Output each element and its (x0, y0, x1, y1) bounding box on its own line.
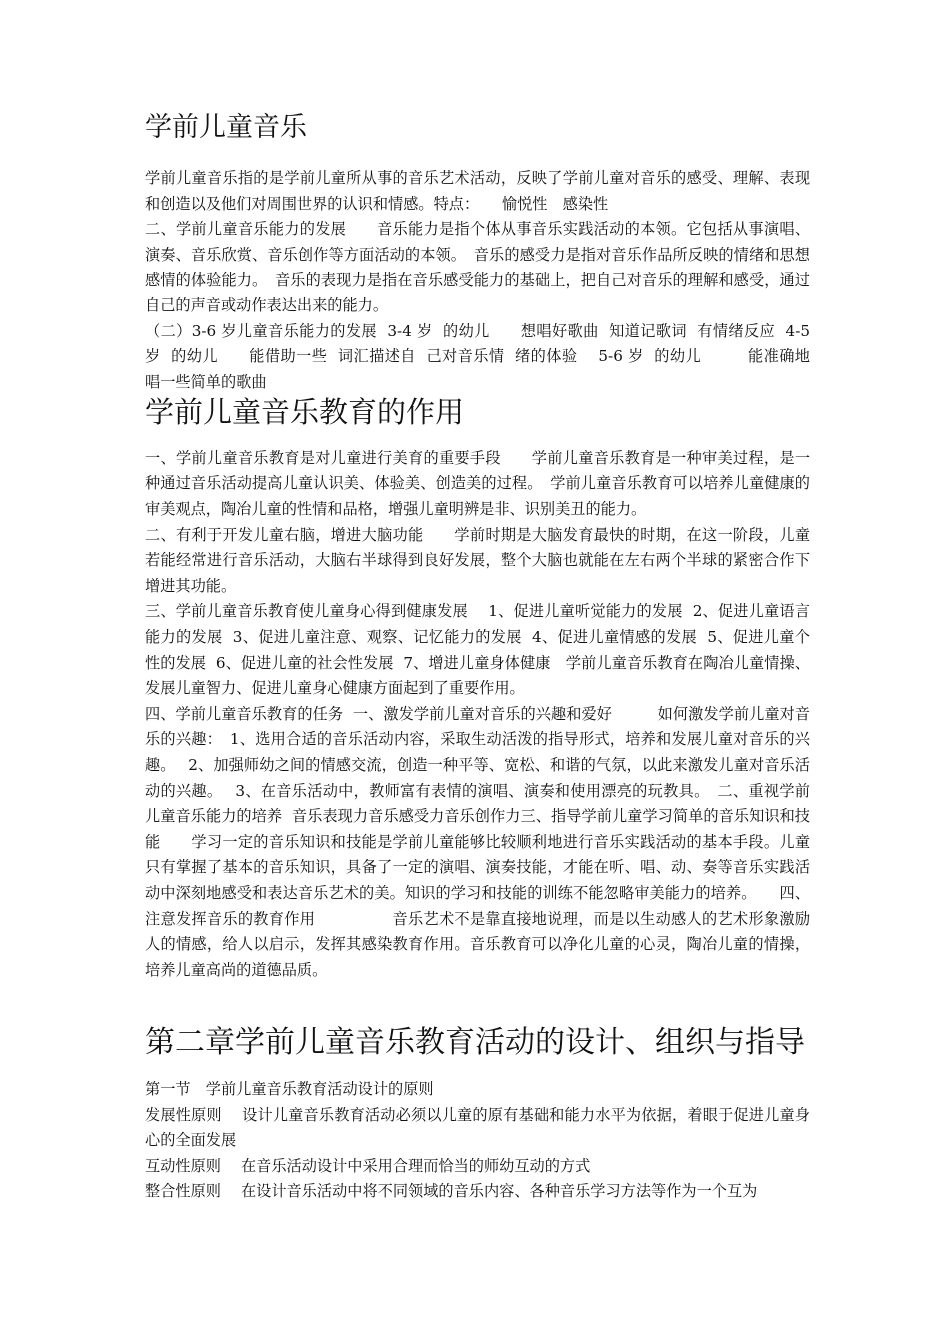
paragraph: 一、学前儿童音乐教育是对儿童进行美育的重要手段 学前儿童音乐教育是一种审美过程，是一种通过音乐活动提高儿童认识美、体验美、创造美的过程。 学前儿童音乐教育可以培养儿童健康的审美观点，陶冶儿童的性情和品格，增强儿童明辨是非、识别美丑的能力。 (145, 448, 810, 519)
paragraph: 互动性原则 在音乐活动设计中采用合理而恰当的师幼互动的方式 (145, 1156, 591, 1175)
section-title: 学前儿童音乐 (145, 112, 307, 143)
paragraph: 第一节 学前儿童音乐教育活动设计的原则 (145, 1080, 434, 1099)
paragraph: 发展性原则 设计儿童音乐教育活动必须以儿童的原有基础和能力水平为依据，着眼于促进儿童身心的全面发展 (145, 1105, 810, 1150)
paragraph: 四、学前儿童音乐教育的任务 一、激发学前儿童对音乐的兴趣和爱好 如何激发学前儿童对音乐的兴趣： 1、选用合适的音乐活动内容，采取生动活泼的指导形式，培养和发展儿童对音乐的兴趣。 2、加强师幼之间的情感交流，创造一种平等、宽松、和谐的气氛，以此来激发儿童对音乐活动的兴趣。 3、在音乐活动中，教师富有表情的演唱、演奏和使用漂亮的玩教具。 二、重视学前儿童音乐能力的培养 音乐表现力音乐感受力音乐创作力三、指导学前儿童学习简单的音乐知识和技能 学习一定的音乐知识和技能是学前儿童能够比较顺利地进行音乐实践活动的基本手段。儿童只有掌握了基本的音乐知识，具备了一定的演唱、演奏技能，才能在听、唱、动、奏等音乐实践活动中深刻地感受和表达音乐艺术的美。知识的学习和技能的训练不能忽略审美能力的培养。 四、注意发挥音乐的教育作用 音乐艺术不是靠直接地说理，而是以生动感人的艺术形象激励人的情感，给人以启示，发挥其感染教育作用。音乐教育可以净化儿童的心灵，陶冶儿童的情操，培养儿童高尚的道德品质。 (145, 704, 810, 979)
paragraph: 二、有利于开发儿童右脑，增进大脑功能 学前时期是大脑发育最快的时期，在这一阶段，儿童若能经常进行音乐活动，大脑右半球得到良好发展，整个大脑也就能在左右两个半球的紧密合作下增进其功能。 (145, 525, 810, 595)
paragraph: （二）3-6 岁儿童音乐能力的发展 3-4 岁 的幼儿 想唱好歌曲 知道记歌词 有情绪反应 4-5 岁 的幼儿 能借助一些 词汇描述自 己对音乐情 绪的体验 5-6 岁 的幼儿 能准确地 唱一些简单的歌曲 (145, 321, 820, 391)
paragraph: 二、学前儿童音乐能力的发展 音乐能力是指个体从事音乐实践活动的本领。它包括从事演唱、演奏、音乐欣赏、音乐创作等方面活动的本领。 音乐的感受力是指对音乐作品所反映的情绪和思想感情的体验能力。 音乐的表现力是指在音乐感受能力的基础上，把自己对音乐的理解和感受，通过自己的声音或动作表达出来的能力。 (145, 220, 810, 315)
paragraph: 学前儿童音乐指的是学前儿童所从事的音乐艺术活动，反映了学前儿童对音乐的感受、理解、表现和创造以及他们对周围世界的认识和情感。特点： 愉悦性 感染性 (145, 169, 810, 213)
section-title: 学前儿童音乐教育的作用 (145, 395, 465, 430)
section-chapter-two (145, 1025, 810, 1204)
paragraph: 整合性原则 在设计音乐活动中将不同领域的音乐内容、各种音乐学习方法等作为一个互为 (145, 1181, 758, 1200)
chapter-title: 第二章学前儿童音乐教育活动的设计、组织与指导 (145, 1025, 805, 1061)
section-education-role (145, 395, 810, 983)
section-music-intro (145, 112, 820, 395)
paragraph: 三、学前儿童音乐教育使儿童身心得到健康发展 1、促进儿童听觉能力的发展 2、促进儿童语言能力的发展 3、促进儿童注意、观察、记忆能力的发展 4、促进儿童情感的发展 5、促进儿童个性的发展 6、促进儿童的社会性发展 7、增进儿童身体健康 学前儿童音乐教育在陶冶儿童情操、发展儿童智力、促进儿童身心健康方面起到了重要作用。 (145, 602, 810, 698)
document-page (145, 112, 820, 1204)
